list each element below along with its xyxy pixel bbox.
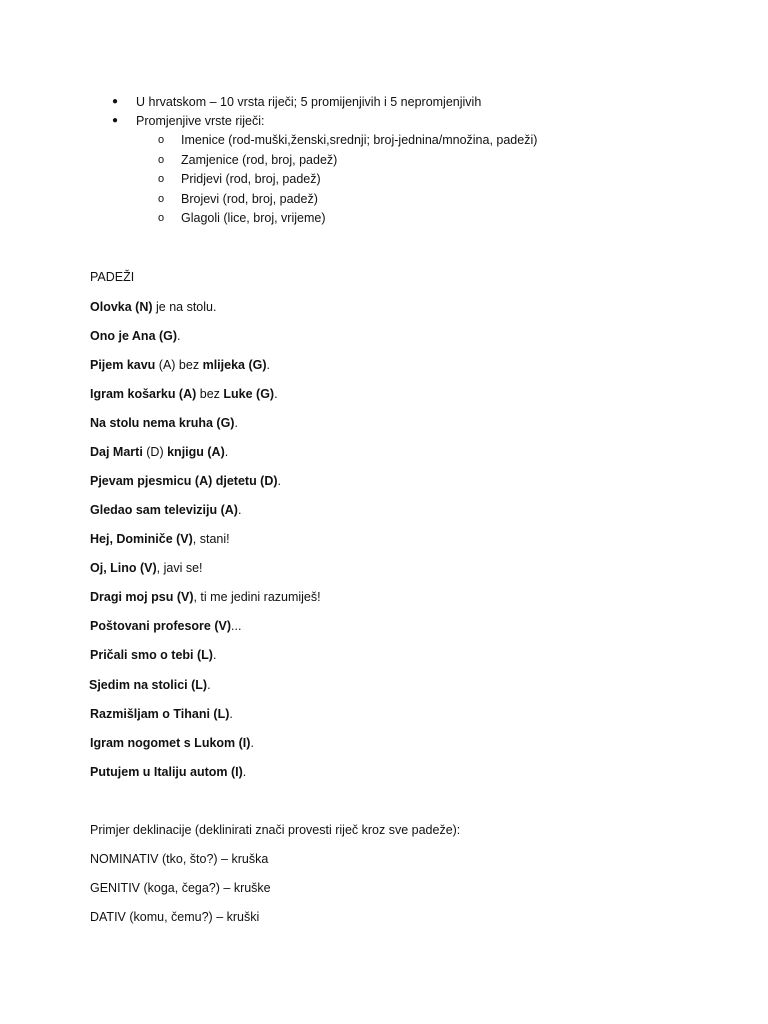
sentence-text: bez	[196, 387, 224, 401]
sub-bullet-text: Pridjevi (rod, broj, padež)	[181, 172, 321, 186]
declension-row	[90, 907, 259, 927]
case-detail: (koga, čega?) – kruške	[140, 881, 271, 895]
sub-bullet-text: Glagoli (lice, broj, vrijeme)	[181, 211, 326, 225]
sentence-text: .	[237, 503, 242, 517]
sentence-bold: Daj Marti	[90, 445, 143, 459]
example-sentence	[90, 442, 228, 462]
bullet-text: U hrvatskom – 10 vrsta riječi; 5 promijenjivih i 5 nepromjenjivih	[136, 95, 482, 109]
sentence-text: .	[177, 329, 181, 343]
sentence-text: .	[250, 736, 254, 750]
sentence-text: .	[274, 387, 278, 401]
sentence-bold: Pričali smo o tebi (L)	[90, 648, 213, 662]
sentence-bold: mlijeka (G)	[202, 358, 267, 372]
sentence-text: .	[212, 648, 217, 662]
example-sentence	[90, 733, 254, 753]
example-sentence	[90, 762, 246, 782]
section-heading: PADEŽI	[90, 270, 135, 284]
sentence-bold: Igram košarku (A)	[90, 387, 197, 401]
example-sentence	[90, 558, 203, 578]
sentence-bold: Luke (G)	[223, 387, 275, 401]
sentence-bold: Igram nogomet s Lukom (I)	[90, 736, 251, 750]
sentence-bold: Olovka (N)	[90, 300, 153, 314]
example-sentence	[89, 675, 211, 695]
sentence-bold: Na stolu nema kruha (G)	[90, 416, 235, 430]
sub-bullet-text: Zamjenice (rod, broj, padež)	[181, 153, 338, 167]
example-sentence	[90, 704, 233, 724]
case-detail: (komu, čemu?) – kruški	[125, 910, 260, 924]
sentence-bold: Ono je Ana (G)	[90, 329, 178, 343]
sentence-bold: Pjevam pjesmicu (A) djetetu (D)	[90, 474, 278, 488]
circle-bullet-icon: o	[158, 193, 165, 205]
sentence-text: .	[266, 358, 270, 372]
sentence-bold: Razmišljam o Tihani (L)	[90, 707, 230, 721]
sentence-text: , stani!	[192, 532, 230, 546]
sentence-text: .	[229, 707, 233, 721]
bullet-text: Promjenjive vrste riječi:	[136, 114, 265, 128]
example-sentence	[90, 587, 321, 607]
example-sentence	[90, 529, 230, 549]
sentence-bold: Gledao sam televiziju (A)	[90, 503, 238, 517]
sentence-text: (A) bez	[155, 358, 203, 372]
example-sentence	[90, 355, 270, 375]
sentence-bold: Oj, Lino (V)	[90, 561, 157, 575]
sentence-bold: Pijem kavu	[90, 358, 156, 372]
example-sentence	[90, 384, 278, 404]
example-sentence	[90, 471, 281, 491]
example-sentence	[90, 297, 216, 317]
example-sentence	[90, 413, 238, 433]
circle-bullet-icon: o	[158, 212, 165, 224]
example-sentence	[90, 500, 241, 520]
circle-bullet-icon: o	[158, 154, 165, 166]
sentence-text: , ti me jedini razumiješ!	[193, 590, 321, 604]
example-sentence	[90, 616, 241, 636]
sentence-bold: Dragi moj psu (V)	[90, 590, 194, 604]
sentence-text: , javi se!	[156, 561, 203, 575]
example-sentence	[90, 645, 216, 665]
circle-bullet-icon: o	[158, 173, 165, 185]
bullet-dot-icon: ●	[112, 96, 119, 107]
declension-row	[90, 849, 268, 869]
sentence-bold: Hej, Dominiče (V)	[90, 532, 193, 546]
case-name: NOMINATIV	[90, 852, 159, 866]
bullet-dot-icon: ●	[112, 115, 119, 126]
declension-row	[90, 878, 271, 898]
sentence-text: .	[207, 678, 211, 692]
sentence-text: (D)	[142, 445, 168, 459]
circle-bullet-icon: o	[158, 134, 165, 146]
sub-bullet-text: Brojevi (rod, broj, padež)	[181, 192, 318, 206]
case-detail: (tko, što?) – kruška	[158, 852, 269, 866]
case-name: DATIV	[90, 910, 126, 924]
sentence-bold: Putujem u Italiju autom (I)	[90, 765, 243, 779]
sentence-bold: Poštovani profesore (V)	[90, 619, 231, 633]
sub-bullet-text: Imenice (rod-muški,ženski,srednji; broj-jednina/množina, padeži)	[181, 133, 538, 147]
sentence-bold: knjigu (A)	[167, 445, 225, 459]
sentence-text: .	[234, 416, 238, 430]
sentence-text: je na stolu.	[152, 300, 217, 314]
sentence-text: .	[224, 445, 229, 459]
example-sentence	[90, 326, 181, 346]
sentence-text: .	[242, 765, 247, 779]
case-name: GENITIV	[90, 881, 141, 895]
sentence-bold: Sjedim na stolici (L)	[89, 678, 208, 692]
sentence-text: .	[277, 474, 282, 488]
sentence-text: ...	[231, 619, 242, 633]
declension-intro: Primjer deklinacije (deklinirati znači provesti riječ kroz sve padeže):	[90, 823, 461, 837]
